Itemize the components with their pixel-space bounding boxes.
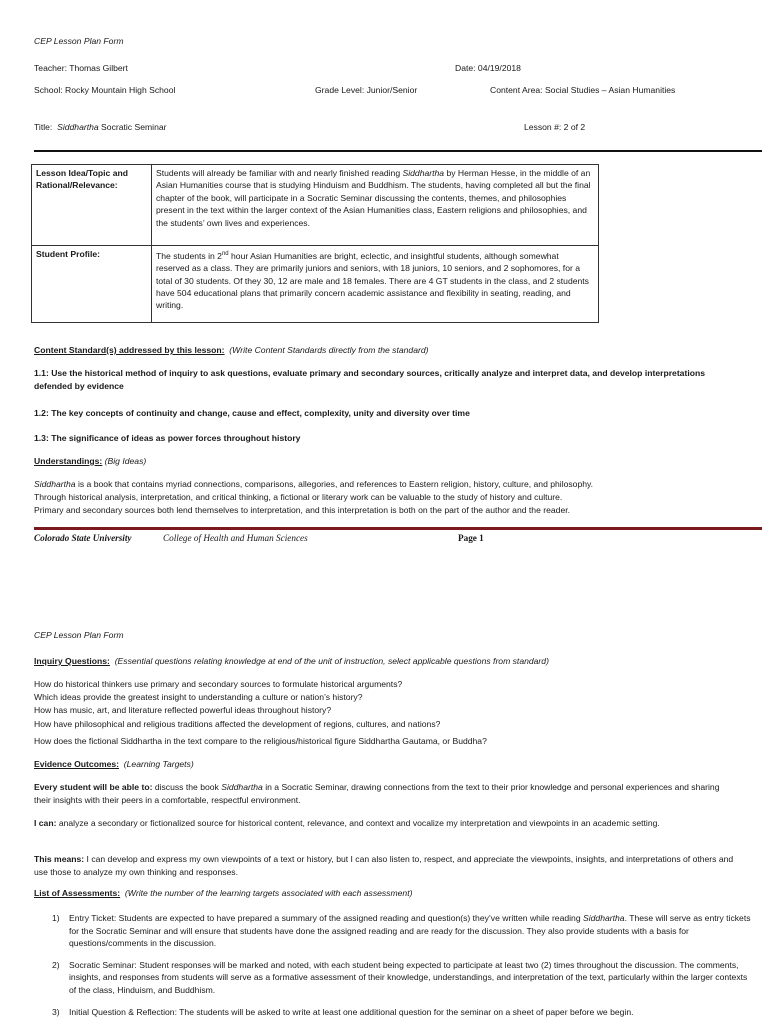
lesson-number: Lesson #: 2 of 2	[524, 122, 586, 132]
footer-page-number: Page 1	[458, 533, 484, 543]
footer-college: College of Health and Human Sciences	[163, 533, 308, 543]
title-field: Title: Siddhartha Socratic Seminar	[34, 122, 167, 132]
list-item: 3) Initial Question & Reflection: The students will be asked to write at least one additional question for the seminar on a sheet of paper before we begin.	[52, 1006, 634, 1017]
header-divider	[34, 150, 762, 152]
inquiry-question: How has music, art, and literature reflected powerful ideas throughout history?	[34, 705, 332, 715]
i-can-statement: I can: analyze a secondary or fictionalized source for historical content, relevance, and context and vocalize my interpretation and viewpoints in an academic setting.	[34, 818, 660, 828]
understanding-1: Siddhartha is a book that contains myriad connections, comparisons, allegories, and references to Eastern religion, history, culture, and philosophy.	[34, 479, 594, 489]
footer-divider	[34, 527, 762, 530]
assessment-list	[34, 912, 754, 1027]
standard-1-3: 1.3: The significance of ideas as power forces throughout history	[34, 433, 301, 443]
table-row	[32, 246, 599, 323]
footer-university: Colorado State University	[34, 533, 132, 543]
date-field: Date: 04/19/2018	[455, 63, 521, 73]
list-item: 1) Entry Ticket: Students are expected to have prepared a summary of the assigned reading and question(s) they’ve written while reading Siddhartha. These will serve as entry tickets for the Socratic Seminar and will ensure that students have done the assigned reading and are ready for the discussion. They also provide students with a basis for questions/comments in the discussion.	[52, 913, 751, 949]
standard-1-2: 1.2: The key concepts of continuity and change, cause and effect, complexity, unity and diversity over time	[34, 408, 470, 418]
this-means-statement: This means: I can develop and express my own viewpoints of a text or history, but I can also listen to, respect, and appreciate the viewpoints, insights, and interpretations of others and use those to analyze my own thinking and responses.	[34, 854, 734, 877]
inquiry-questions-heading: Inquiry Questions: (Essential questions relating knowledge at end of the unit of instruction, select applicable questions from standard)	[34, 656, 549, 666]
list-item: 2) Socratic Seminar: Student responses will be marked and noted, with each student being expected to participate at least two (2) times throughout the discussion. The comments, insights, and responses from students will serve as a formative assessment of their knowledge, understandings, and interpretation of the text, particularly within the larger contexts of the class, Hinduism, and Buddhism.	[52, 959, 748, 995]
school-field: School: Rocky Mountain High School	[34, 85, 176, 95]
inquiry-question: Which ideas provide the greatest insight to understanding a culture or nation’s history?	[34, 692, 363, 702]
grade-field: Grade Level: Junior/Senior	[315, 85, 418, 95]
teacher-field: Teacher: Thomas Gilbert	[34, 63, 128, 73]
row-label: Student Profile:	[32, 246, 152, 323]
understanding-2: Through historical analysis, interpretation, and critical thinking, a fictional or literary work can be valuable to the study of history and culture.	[34, 492, 563, 502]
row-label: Lesson Idea/Topic and Rational/Relevance:	[32, 165, 152, 246]
lesson-info-table	[31, 164, 599, 323]
table-row	[32, 165, 599, 246]
row-content: The students in 2nd hour Asian Humanities are bright, eclectic, and insightful students, although somewhat reserved as a class. They are primarily juniors and seniors, with 18 juniors, 10 seniors, and 2 sophomores, for a total of 30 students. Of they 30, 12 are male and 18 females. There are 4 GT students in the class, and 2 students have 504 educational plans that primarily concern academic assistance and flexibility in seating, reading, and writing.	[152, 246, 599, 323]
evidence-outcomes-heading: Evidence Outcomes: (Learning Targets)	[34, 759, 194, 769]
assessments-heading: List of Assessments: (Write the number of the learning targets associated with each assessment)	[34, 888, 413, 898]
content-standards-heading: Content Standard(s) addressed by this lesson: (Write Content Standards directly from the standard)	[34, 345, 429, 355]
form-title: CEP Lesson Plan Form	[34, 36, 124, 46]
inquiry-question: How do historical thinkers use primary and secondary sources to formulate historical arguments?	[34, 679, 403, 689]
inquiry-question: How does the fictional Siddhartha in the text compare to the religious/historical figure Siddhartha Gautama, or Buddha?	[34, 736, 487, 746]
content-area-field: Content Area: Social Studies – Asian Humanities	[490, 85, 676, 95]
row-content: Students will already be familiar with and nearly finished reading Siddhartha by Herman Hesse, in the middle of an Asian Humanities course that is studying Hinduism and Buddhism. The students, having completed all but the final chapter of the book, will participate in a Socratic Seminar discussing the contents, themes, and philosophies present in the text within the larger context of the Asian Humanities class, Eastern religions and philosophies, and the students’ own lives and experiences.	[152, 165, 599, 246]
every-student-statement: Every student will be able to: discuss the book Siddhartha in a Socratic Seminar, drawing connections from the text to their prior knowledge and personal experiences and sharing their insights with their peers in a comfortable, respectful environment.	[34, 782, 720, 805]
standard-1-1: 1.1: Use the historical method of inquiry to ask questions, evaluate primary and secondary sources, critically analyze and interpret data, and develop interpretations defended by evidence	[34, 368, 705, 391]
inquiry-question: How have philosophical and religious traditions affected the development of regions, cultures, and nations?	[34, 719, 441, 729]
understanding-3: Primary and secondary sources both lend themselves to interpretation, and this interpretation is both on the part of the author and the reader.	[34, 505, 570, 515]
form-title-page2: CEP Lesson Plan Form	[34, 630, 124, 640]
understandings-heading: Understandings: (Big Ideas)	[34, 456, 147, 466]
